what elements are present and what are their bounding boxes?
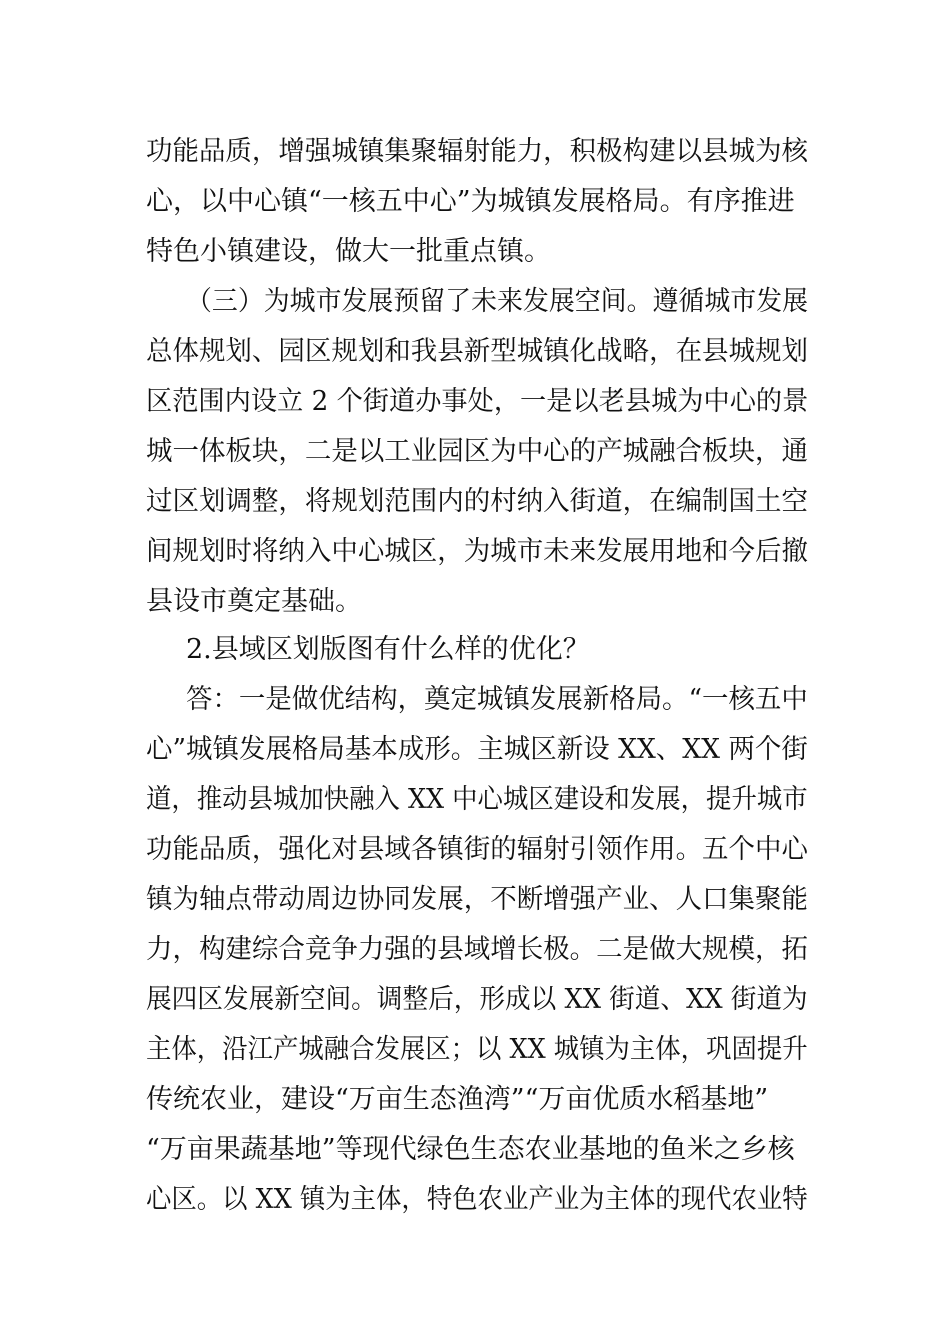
paragraph-line-3: 特色小镇建设，做大一批重点镇。 — [146, 236, 551, 267]
paragraph-line-9: 间规划时将纳入中心城区，为城市未来发展用地和今后撤 — [146, 536, 808, 567]
answer-line-5: 镇为轴点带动周边协同发展，不断增强产业、人口集聚能 — [146, 884, 808, 915]
paragraph-line-1: 功能品质，增强城镇集聚辐射能力，积极构建以县城为核 — [146, 136, 808, 167]
answer-line-1: 答：一是做优结构，奠定城镇发展新格局。“一核五中 — [186, 684, 808, 715]
paragraph-line-6: 区范围内设立 2 个街道办事处，一是以老县城为中心的景 — [146, 386, 809, 417]
answer-line-11: 心区。以 XX 镇为主体，特色农业产业为主体的现代农业特 — [146, 1184, 808, 1215]
answer-line-4: 功能品质，强化对县域各镇街的辐射引领作用。五个中心 — [146, 834, 808, 865]
paragraph-line-2: 心，以中心镇“一核五中心”为城镇发展格局。有序推进 — [146, 186, 795, 217]
answer-line-10: “万亩果蔬基地”等现代绿色生态农业基地的鱼米之乡核 — [146, 1134, 795, 1165]
answer-line-2: 心”城镇发展格局基本成形。主城区新设 XX、XX 两个街 — [146, 734, 808, 765]
paragraph-line-8: 过区划调整，将规划范围内的村纳入街道，在编制国土空 — [146, 486, 808, 517]
paragraph-line-5: 总体规划、园区规划和我县新型城镇化战略，在县城规划 — [146, 336, 808, 367]
answer-line-8: 主体，沿江产城融合发展区；以 XX 城镇为主体，巩固提升 — [146, 1034, 808, 1065]
answer-line-9: 传统农业，建设“万亩生态渔湾”“万亩优质水稻基地” — [146, 1084, 769, 1115]
answer-line-7: 展四区发展新空间。调整后，形成以 XX 街道、XX 街道为 — [146, 984, 808, 1015]
paragraph-line-10: 县设市奠定基础。 — [146, 586, 362, 617]
section-heading-3: （三）为城市发展预留了未来发展空间。遵循城市发展 — [186, 286, 809, 317]
answer-line-6: 力，构建综合竞争力强的县域增长极。二是做大规模，拓 — [146, 934, 808, 965]
question-heading: 2.县域区划版图有什么样的优化？ — [186, 634, 590, 665]
paragraph-line-7: 城一体板块，二是以工业园区为中心的产城融合板块，通 — [146, 436, 808, 467]
answer-line-3: 道，推动县城加快融入 XX 中心城区建设和发展，提升城市 — [146, 784, 808, 815]
